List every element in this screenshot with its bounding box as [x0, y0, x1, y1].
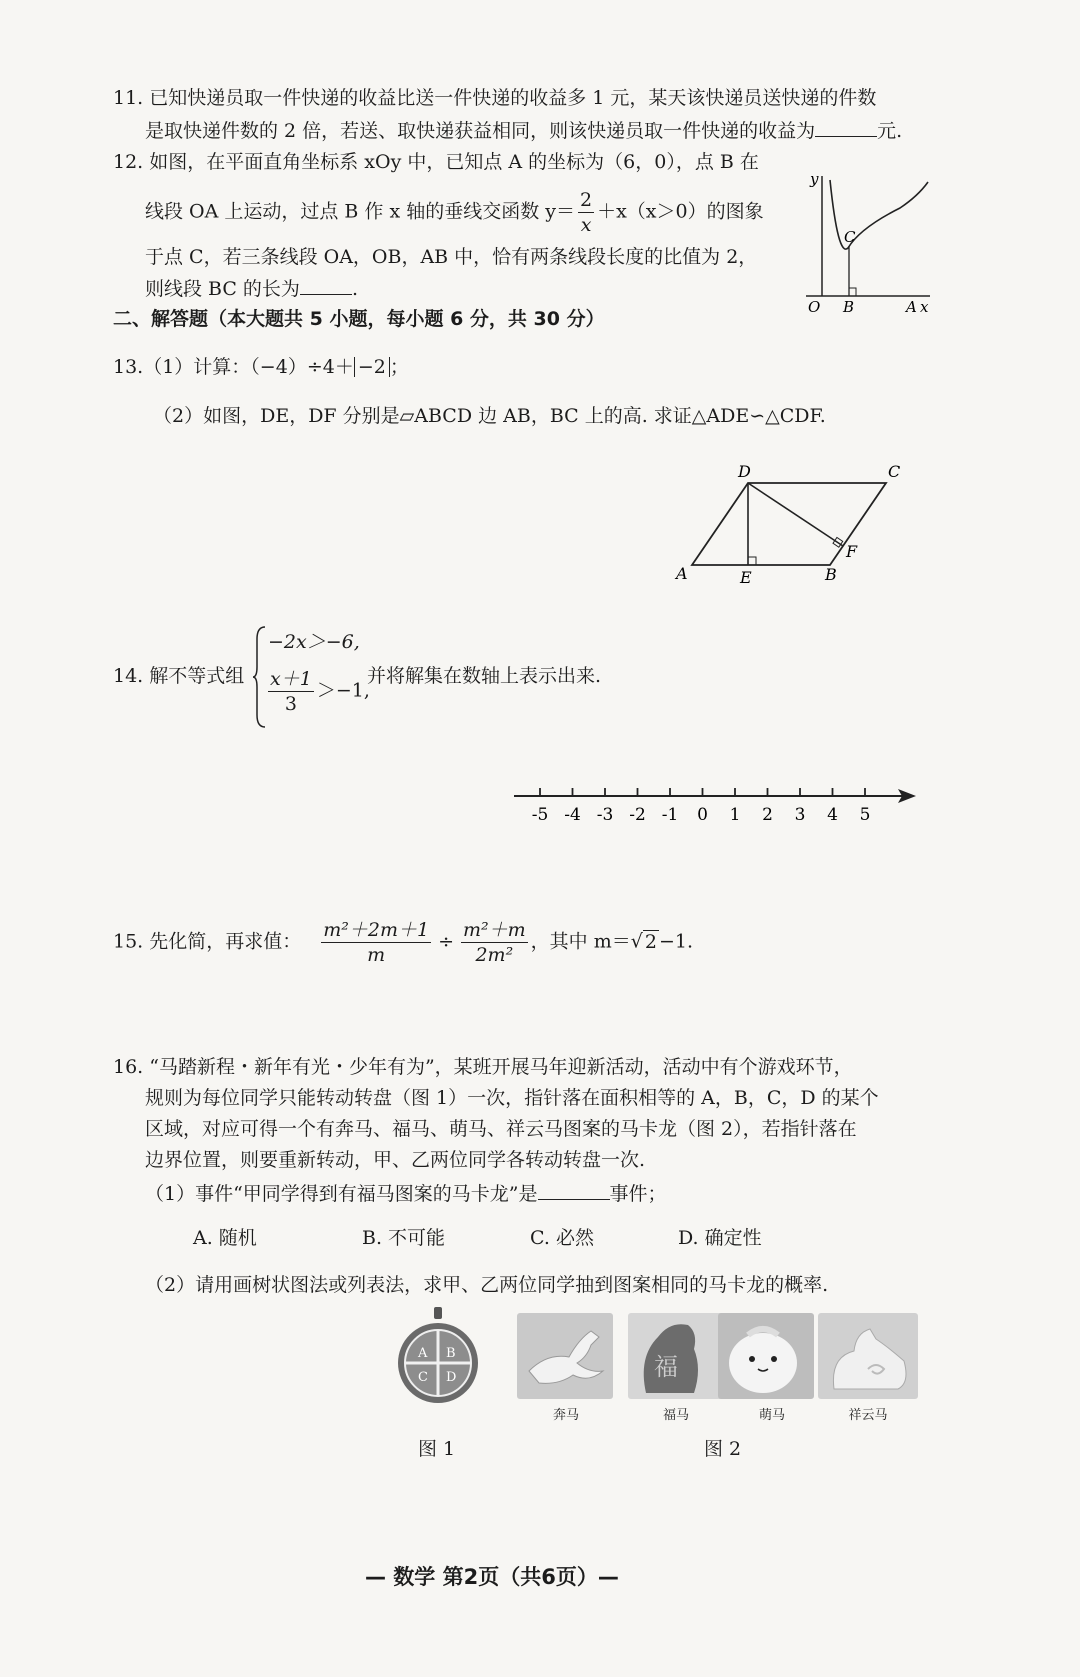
q12-label-x: x — [920, 298, 929, 314]
q16-line2: 规则为每位同学只能转动转盘（图 1）一次，指针落在面积相等的 A，B，C，D 的某个 — [145, 1087, 879, 1109]
horse-caption-running: 奔马 — [552, 1408, 580, 1423]
q16-option-d: D. 确定性 — [678, 1227, 762, 1249]
q12-line2b: ＋x（x＞0）的图象 — [597, 200, 764, 223]
q14-number-line — [510, 780, 920, 830]
cute-horse-icon — [718, 1313, 808, 1399]
q12-label-a: A — [906, 298, 917, 314]
q13-figure — [670, 455, 910, 595]
q16-line1: 16. “马踏新程・新年有光・少年有为”，某班开展马年迎新活动，活动中有个游戏环节， — [113, 1056, 853, 1078]
number-line-label: 3 — [794, 805, 806, 825]
number-line-label: 1 — [729, 805, 741, 825]
q13-segment-df — [748, 483, 843, 546]
horse-caption-cloud: 祥云马 — [848, 1408, 888, 1423]
q13-abs: −2 — [354, 357, 390, 377]
q12-label-c: C — [844, 228, 856, 246]
q13-label-b: B — [825, 565, 837, 584]
q12-line3: 于点 C，若三条线段 OA，OB，AB 中，恰有两条线段长度的比值为 2， — [145, 246, 758, 268]
cloud-horse-icon — [818, 1313, 918, 1399]
fortune-glyph: 福 — [654, 1353, 678, 1381]
spinner-figure — [396, 1307, 480, 1407]
section2-title: 二、解答题（本大题共 5 小题，每小题 6 分，共 30 分） — [113, 308, 605, 330]
q15-end: −1. — [658, 930, 693, 953]
horse-thumb-running — [517, 1313, 613, 1399]
q16-line3: 区域，对应可得一个有奔马、福马、萌马、祥云马图案的马卡龙（图 2），若指针落在 — [145, 1118, 857, 1140]
number-line-label: 2 — [762, 805, 773, 825]
horse-caption-cute: 萌马 — [758, 1408, 786, 1423]
q15 — [113, 918, 693, 967]
q15-frac1 — [321, 918, 431, 967]
q12-label-o: O — [808, 298, 821, 314]
q16-sub1-text: （1）事件“甲同学得到有福马图案的马卡龙”是 — [145, 1183, 538, 1205]
q13-part1-suffix: ； — [389, 356, 409, 378]
q13-label-a: A — [676, 564, 688, 583]
number-line-label: -4 — [564, 805, 581, 825]
q12-fraction — [578, 188, 594, 237]
q12-line1: 12. 如图，在平面直角坐标系 xOy 中，已知点 A 的坐标为（6，0），点 B 在 — [113, 151, 759, 173]
q16-sub1 — [145, 1181, 667, 1206]
number-line-label: -2 — [629, 805, 646, 825]
q14-ineq2 — [265, 667, 370, 716]
q12-frac-den: x — [580, 214, 592, 236]
q14-ineq2-den: 3 — [284, 693, 297, 715]
horse-caption-fortune: 福马 — [662, 1408, 690, 1423]
q12-graph — [800, 168, 940, 314]
q15-frac2-num: m²＋m — [463, 919, 526, 941]
q15-mid: ，其中 m＝ — [530, 930, 631, 953]
q15-sqrt-sign: √ — [630, 930, 643, 953]
spinner-region-d: D — [446, 1370, 457, 1385]
q12-frac-num: 2 — [580, 189, 593, 211]
q14-ineq2-num: x＋1 — [270, 668, 312, 690]
q15-op: ÷ — [438, 930, 455, 953]
q14-suffix: 并将解集在数轴上表示出来. — [367, 665, 602, 687]
q16-line4: 边界位置，则要重新转动，甲、乙两位同学各转动转盘一次. — [145, 1149, 646, 1171]
page-footer: — 数学 第2页（共6页）— — [365, 1565, 619, 1589]
q15-sqrt-val: 2 — [644, 930, 657, 953]
q11-line1: 11. 已知快递员取一件快递的收益比送一件快递的收益多 1 元，某天该快递员送快递的件数 — [113, 87, 877, 109]
q15-frac1-num: m²＋2m＋1 — [323, 919, 430, 941]
q16-sub2: （2）请用画树状图法或列表法，求甲、乙两位同学抽到图案相同的马卡龙的概率. — [145, 1274, 829, 1296]
q12-line2 — [145, 188, 764, 237]
number-line-label: -3 — [596, 805, 614, 825]
number-line-label: -1 — [661, 805, 679, 825]
horse-thumb-fortune — [628, 1313, 724, 1399]
q14-ineq1: −2x＞−6, — [268, 631, 360, 653]
q16-option-a: A. 随机 — [193, 1227, 257, 1249]
spinner-region-b: B — [446, 1346, 456, 1361]
horse-thumb-cloud — [818, 1313, 918, 1399]
running-horse-icon — [517, 1313, 613, 1399]
fig1-label: 图 1 — [418, 1438, 456, 1460]
number-line-label: 0 — [697, 805, 708, 825]
q13-label-f: F — [846, 542, 858, 561]
q12-answer-blank — [300, 276, 352, 295]
q14-ineq2-frac — [268, 667, 314, 716]
q13-part1-prefix: 13.（1）计算：（−4）÷4＋ — [113, 356, 354, 378]
number-line-label: -5 — [531, 805, 549, 825]
q15-frac2-den: 2m² — [475, 944, 514, 966]
q13-part2: （2）如图，DE，DF 分别是▱ABCD 边 AB，BC 上的高. 求证△ADE∽△CDF. — [153, 405, 826, 427]
q12-label-b: B — [843, 298, 855, 314]
q11-unit: 元. — [877, 120, 903, 142]
spinner-region-a: A — [418, 1346, 428, 1361]
fortune-horse-icon — [628, 1313, 710, 1399]
q13-right-angle-e — [748, 557, 756, 565]
fig2-label: 图 2 — [704, 1438, 742, 1460]
q11-line2-text: 是取快递件数的 2 倍，若送、取快递获益相同，则该快递员取一件快递的收益为 — [145, 120, 816, 142]
number-line-label: 5 — [859, 805, 871, 825]
q14-ineq2-rest: ＞−1, — [316, 679, 370, 702]
q12-line4 — [145, 276, 358, 301]
q12-line2a: 线段 OA 上运动，过点 B 作 x 轴的垂线交函数 y＝ — [145, 200, 575, 223]
q11-answer-blank — [815, 118, 877, 137]
q12-line4-text: 则线段 BC 的长为 — [145, 278, 300, 300]
q14-label: 14. 解不等式组 — [113, 665, 245, 687]
q13-label-e: E — [740, 568, 752, 587]
q16-sub1-end: 事件； — [609, 1183, 667, 1205]
q16-answer-blank — [538, 1181, 610, 1200]
spinner-pointer — [434, 1307, 442, 1319]
q13-part1 — [113, 355, 409, 379]
q11-line2 — [145, 118, 902, 143]
number-line-label: 4 — [827, 805, 838, 825]
q13-label-c: C — [888, 462, 901, 481]
q16-option-b: B. 不可能 — [362, 1227, 446, 1249]
q12-label-y: y — [810, 170, 819, 188]
q15-prefix: 15. 先化简，再求值： — [113, 930, 302, 953]
q12-right-angle — [849, 288, 856, 296]
spinner-region-c: C — [418, 1370, 428, 1385]
q13-label-d: D — [738, 462, 751, 481]
q15-frac2 — [461, 918, 528, 967]
q16-option-c: C. 必然 — [530, 1227, 594, 1249]
horse-thumb-cute — [718, 1313, 814, 1399]
q15-frac1-den: m — [367, 944, 386, 966]
q12-line4-end: . — [351, 278, 358, 300]
